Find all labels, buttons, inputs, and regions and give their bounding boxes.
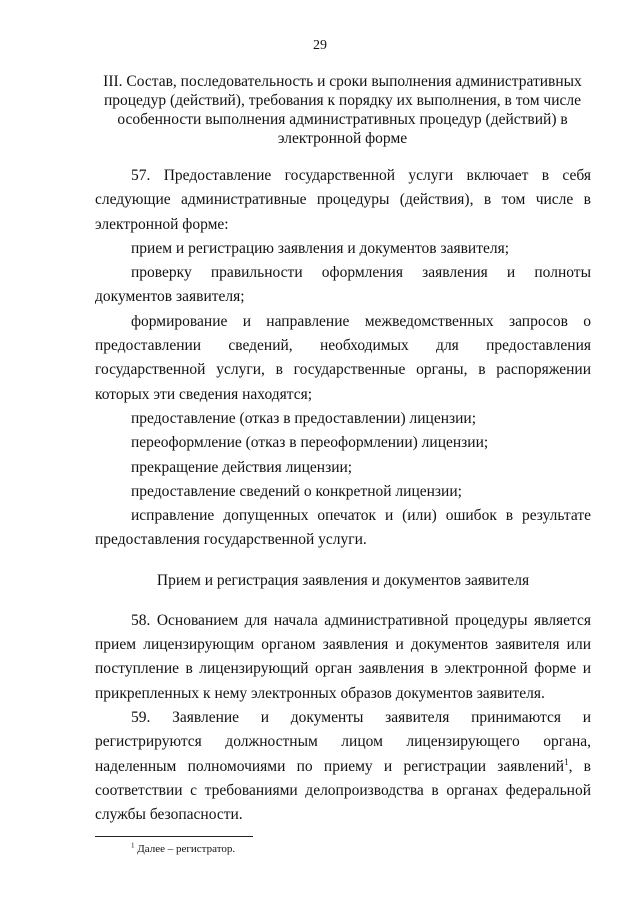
footnote-reference: 1 [564,756,569,767]
paragraph-59-text: 59. Заявление и документы заявителя принимаются и регистрируются должностным лицом лицензирующего органа, наделенным полномочиями по приему и регистрации заявлений [95,708,591,775]
section-title: III. Состав, последовательность и сроки выполнения административных процедур (действий), требования к порядку их выполнения, в том числе особенности выполнения административных процедур (действий) в электронной форме [103,73,582,147]
footnote-mark: 1 [131,841,135,850]
paragraph-57-intro: 57. Предоставление государственной услуги включает в себя следующие административные процедуры (действия), в том числе в электронной форме: [95,167,591,233]
footnote-separator [95,836,253,837]
page-number: 29 [313,38,327,53]
list-item-procedure: проверку правильности оформления заявления и полноты документов заявителя; [95,264,591,306]
paragraph-59-text-end: , в соответствии с требованиями делопроизводства в органах федеральной службы безопасности. [95,757,591,824]
list-item-procedure: прием и регистрацию заявления и документов заявителя; [131,239,510,257]
paragraph-58: 58. Основанием для начала административной процедуры является прием лицензирующим органом заявления и документов заявителя или поступление в лицензирующий орган заявления в электронной форме и прикрепленных к нему электронных образов документов заявителя. [95,611,591,702]
list-item-procedure: формирование и направление межведомственных запросов о предоставлении сведений, необходимых для предоставления государственной услуги, в государственные органы, в распоряжении которых эти сведения находятся; [95,312,591,403]
list-item-procedure: предоставление (отказ в предоставлении) лицензии; [131,409,477,427]
list-item-procedure: прекращение действия лицензии; [131,458,353,476]
list-item-procedure: исправление допущенных опечаток и (или) ошибок в результате предоставления государственной услуги. [95,507,591,549]
list-item-procedure: переоформление (отказ в переоформлении) лицензии; [131,434,489,452]
footnote [131,843,235,855]
document-body [95,164,591,827]
subheading: Прием и регистрация заявления и документов заявителя [156,571,530,589]
list-item-procedure: предоставление сведений о конкретной лицензии; [131,482,462,500]
paragraph-59 [95,706,591,827]
footnote-text: Далее – регистратор. [134,843,236,855]
